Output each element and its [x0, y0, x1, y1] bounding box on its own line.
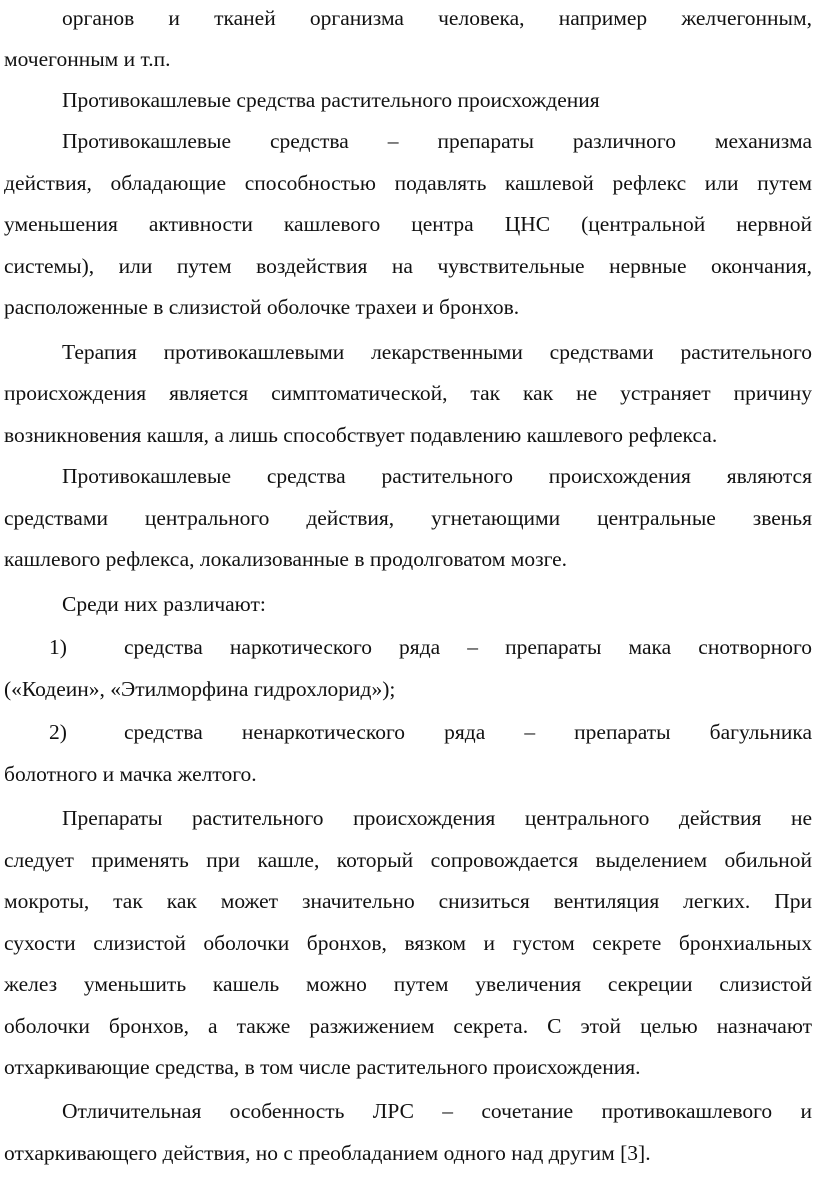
- text-line: происхождения является симптоматической, так как не устраняет причину: [4, 381, 812, 405]
- text-line: органов и тканей организма человека, например желчегонным,: [62, 6, 812, 30]
- text-line: мокроты, так как может значительно снизиться вентиляция легких. При: [4, 889, 812, 913]
- text-line: Противокашлевые средства растительного происхождения являются: [62, 464, 812, 488]
- text-line: Препараты растительного происхождения центрального действия не: [62, 806, 812, 830]
- text-line: расположенные в слизистой оболочке трахеи и бронхов.: [4, 295, 520, 319]
- text-line: Отличительная особенность ЛРС – сочетание противокашлевого и: [62, 1099, 812, 1123]
- text-line: отхаркивающие средства, в том числе растительного происхождения.: [4, 1055, 641, 1079]
- text-line: Среди них различают:: [62, 592, 266, 616]
- text-line: уменьшения активности кашлевого центра ЦНС (центральной нервной: [4, 212, 812, 236]
- list-item-text: («Кодеин», «Этилморфина гидрохлорид»);: [4, 677, 396, 701]
- text-line: действия, обладающие способностью подавлять кашлевой рефлекс или путем: [4, 171, 812, 195]
- text-line: средствами центрального действия, угнетающими центральные звенья: [4, 506, 812, 530]
- text-line: кашлевого рефлекса, локализованные в продолговатом мозге.: [4, 547, 568, 571]
- text-line: оболочки бронхов, а также разжижением секрета. С этой целью назначают: [4, 1014, 812, 1038]
- list-marker: 1): [49, 635, 67, 659]
- text-line: Терапия противокашлевыми лекарственными средствами растительного: [62, 340, 812, 364]
- text-line: отхаркивающего действия, но с преобладанием одного над другим [3].: [4, 1141, 651, 1165]
- text-line: возникновения кашля, а лишь способствует подавлению кашлевого рефлекса.: [4, 423, 718, 447]
- text-line: Противокашлевые средства – препараты различного механизма: [62, 129, 812, 153]
- section-heading: Противокашлевые средства растительного происхождения: [62, 88, 600, 112]
- list-item-text: болотного и мачка желтого.: [4, 762, 257, 786]
- list-item-text: средства наркотического ряда – препараты мака снотворного: [124, 635, 812, 659]
- text-line: следует применять при кашле, который сопровождается выделением обильной: [4, 848, 812, 872]
- list-marker: 2): [49, 720, 67, 744]
- text-line: системы), или путем воздействия на чувствительные нервные окончания,: [4, 254, 812, 278]
- text-line: сухости слизистой оболочки бронхов, вязком и густом секрете бронхиальных: [4, 931, 812, 955]
- text-line: мочегонным и т.п.: [4, 47, 171, 71]
- list-item-text: средства ненаркотического ряда – препараты багульника: [124, 720, 812, 744]
- text-line: желез уменьшить кашель можно путем увеличения секреции слизистой: [4, 972, 812, 996]
